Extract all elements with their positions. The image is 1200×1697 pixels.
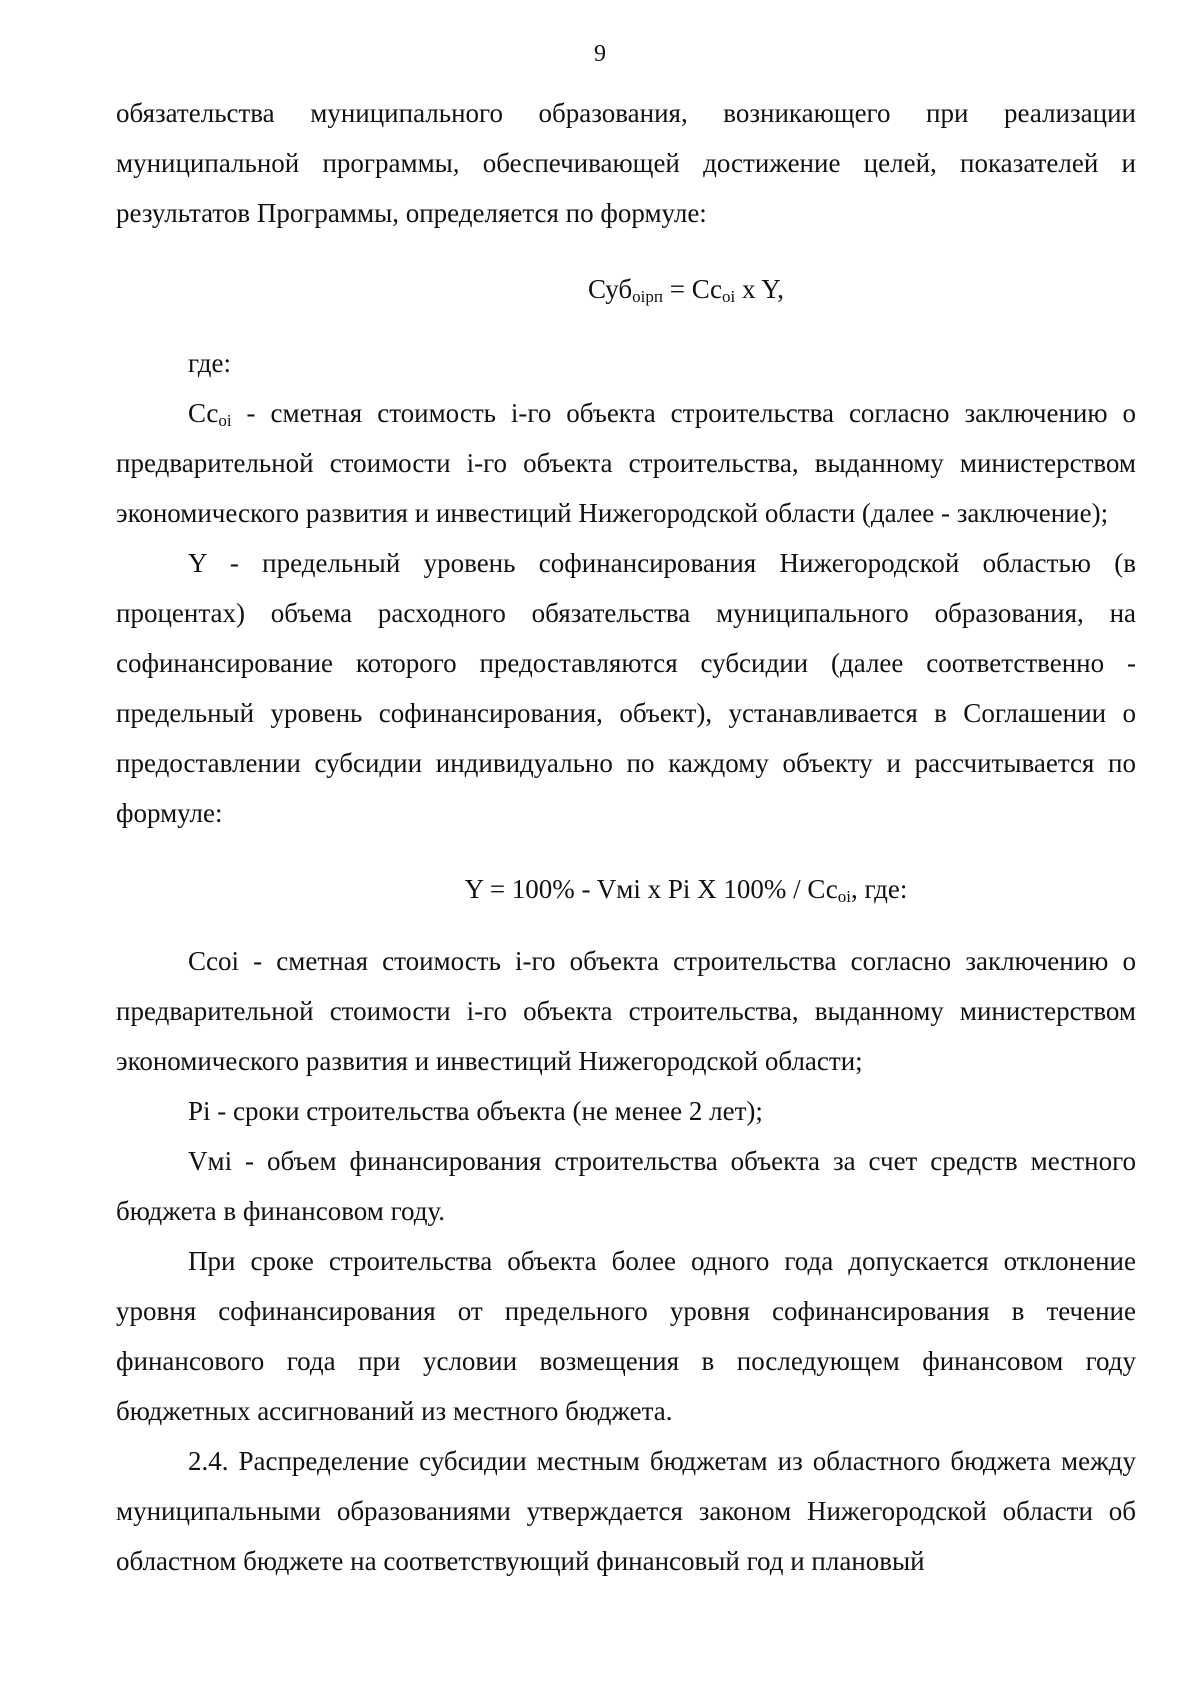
formula-subsidy-rest: x Y, xyxy=(735,274,785,304)
paragraph-section-2-4: 2.4. Распределение субсидии местным бюджетам из областного бюджета между муниципальными образованиями утверждается законом Нижегородской области об областном бюджете на соответствующий финансовый год и плановый xyxy=(116,1446,1136,1576)
formula-cofinancing-part2: , где: xyxy=(850,874,908,904)
paragraph-y-definition: Y - предельный уровень софинансирования Нижегородской областью (в процентах) объема расходного обязательства муниципального образования, на софинансирование которого предоставляются субсидии (далее соответственно - предельный уровень софинансирования, объект), устанавливается в Соглашении о предоставлении субсидии индивидуально по каждому объекту и рассчитывается по формуле: xyxy=(116,548,1136,828)
paragraph-obligation: обязательства муниципального образования, возникающего при реализации муниципальной программы, обеспечивающей достижение целей, показателей и результатов Программы, определяется по формуле: xyxy=(116,98,1136,228)
formula-subsidy-lhs-sub: оірп xyxy=(632,287,663,306)
paragraph-vmi-definition: Vмі - объем финансирования строительства объекта за счет средств местного бюджета в финансовом году. xyxy=(116,1146,1136,1226)
formula-subsidy xyxy=(116,264,1136,314)
cc-symbol-sub: оі xyxy=(218,411,232,430)
page-number: 9 xyxy=(594,41,606,67)
formula-subsidy-rhs-sub: оі xyxy=(722,287,736,306)
paragraph-pi-definition: Pі - сроки строительства объекта (не менее 2 лет); xyxy=(188,1096,763,1126)
cc-symbol: Сс xyxy=(188,398,219,428)
cc-definition-text: - сметная стоимость і-го объекта строительства согласно заключению о предварительной стоимости і-го объекта строительства, выданному министерством экономического развития и инвестиций Нижегородской области (далее - заключение); xyxy=(116,398,1136,528)
formula-cofinancing-level xyxy=(116,864,1136,914)
formula-cofinancing-sub: оі xyxy=(837,887,851,906)
formula-subsidy-eq: = Сс xyxy=(662,274,723,304)
paragraph-ccoi-definition: Ccoi - сметная стоимость і-го объекта строительства согласно заключению о предварительной стоимости і-го объекта строительства, выданному министерством экономического развития и инвестиций Нижегородской области; xyxy=(116,946,1136,1076)
formula-subsidy-lhs: Суб xyxy=(587,274,633,304)
paragraph-where: где: xyxy=(188,348,231,378)
paragraph-cc-definition xyxy=(116,388,1136,538)
document-body xyxy=(116,88,1136,1586)
paragraph-deviation: При сроке строительства объекта более одного года допускается отклонение уровня софинансирования от предельного уровня софинансирования в течение финансового года при условии возмещения в последующем финансовом году бюджетных ассигнований из местного бюджета. xyxy=(116,1246,1136,1426)
formula-cofinancing-part1: Y = 100% - Vмі x Pі X 100% / Сс xyxy=(464,874,838,904)
